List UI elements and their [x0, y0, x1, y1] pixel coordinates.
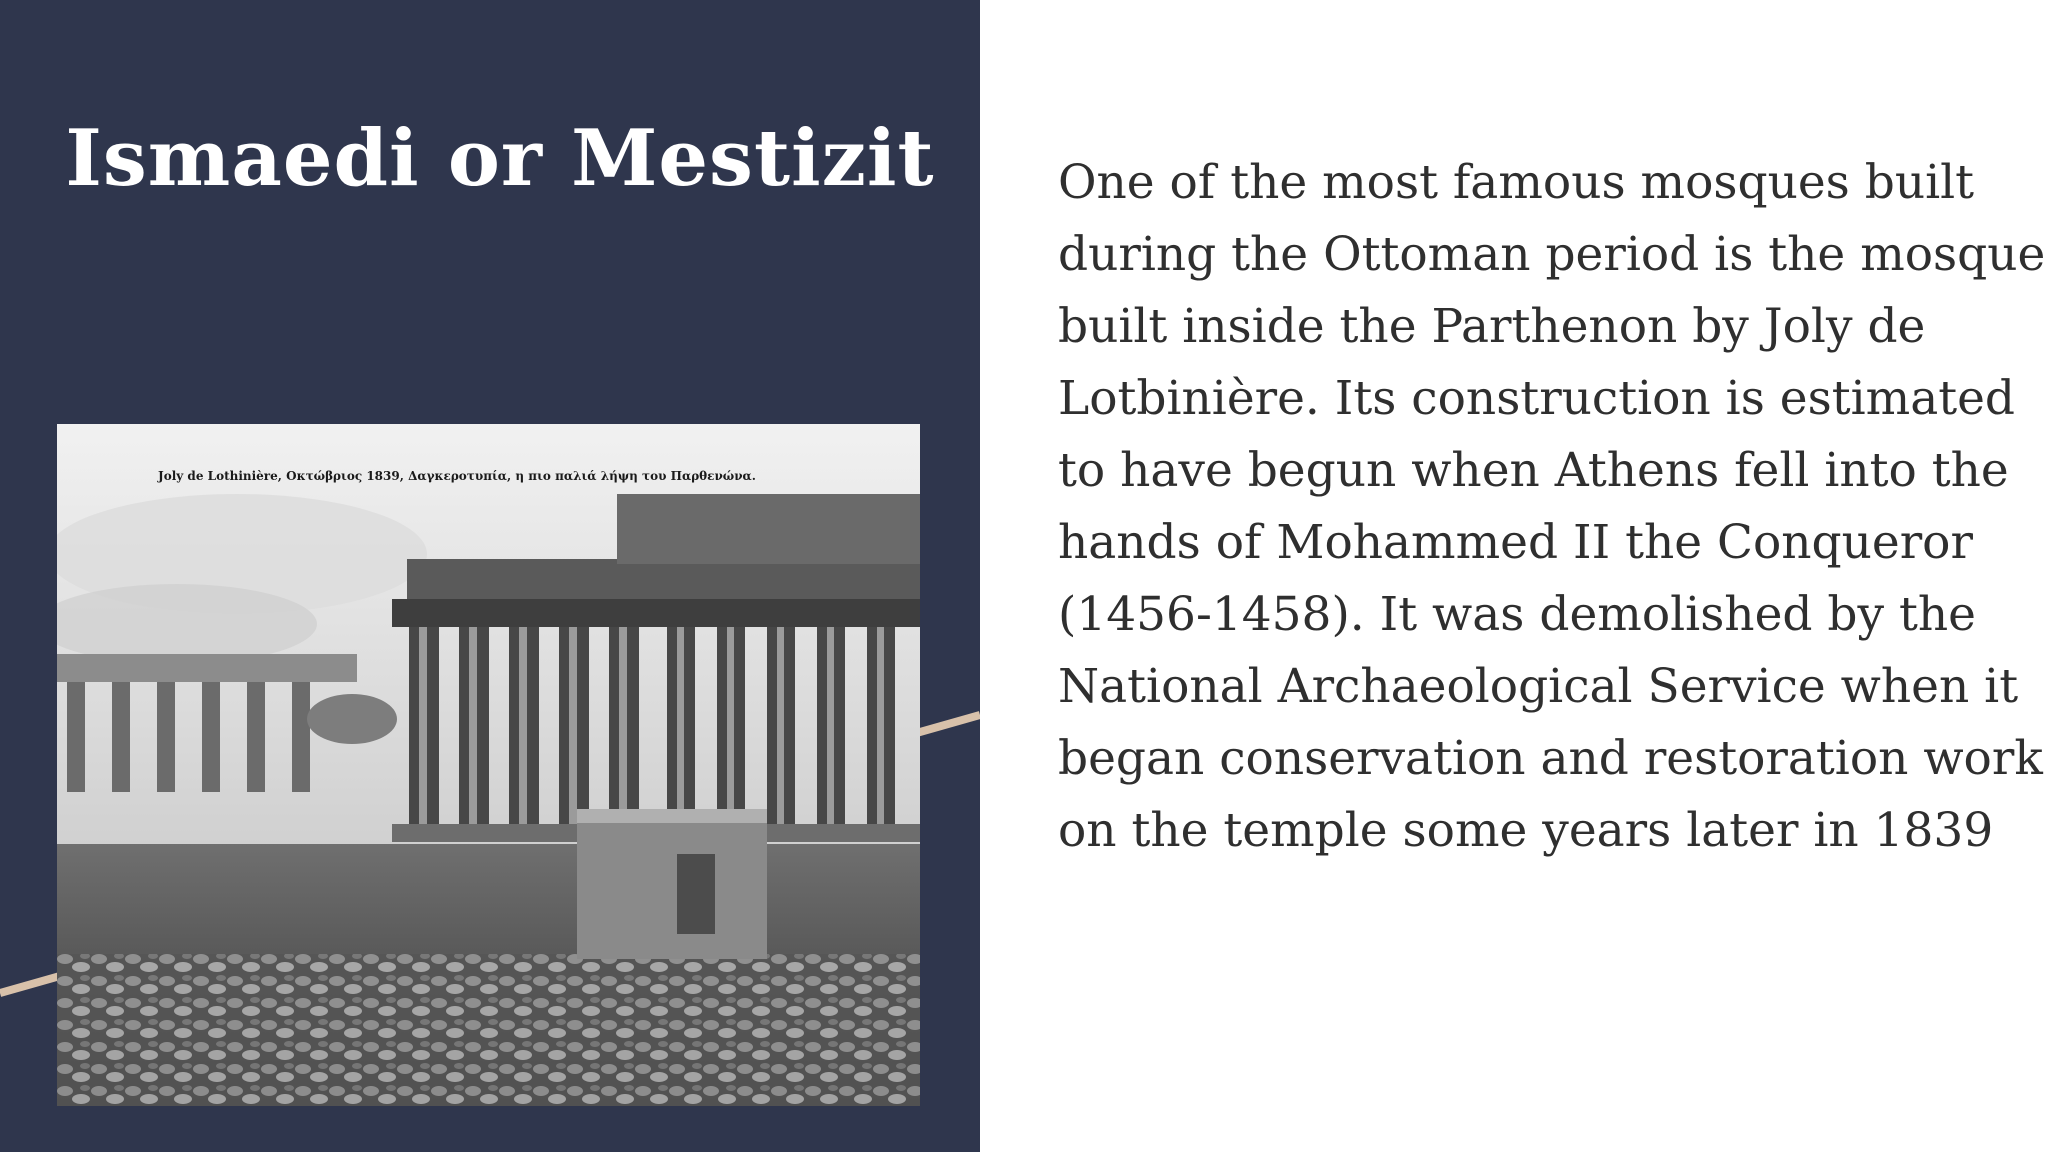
body-line: to have begun when Athens fell into the: [1058, 443, 2009, 498]
body-line: on the temple some years later in 1839: [1058, 803, 1994, 858]
body-line: (1456-1458). It was demolished by the: [1058, 587, 1976, 642]
photo-caption: Joly de Lothinière, Οκτώβριος 1839, Δαγκεροτυπία, η πιο παλιά λήψη του Παρθενώνα.: [158, 469, 756, 483]
body-text: [1058, 147, 2046, 867]
body-line: hands of Mohammed II the Conqueror: [1058, 515, 1973, 570]
body-line: built inside the Parthenon by Joly de: [1058, 299, 1926, 354]
body-line: Lotbinière. Its construction is estimated: [1058, 371, 2016, 426]
body-line: began conservation and restoration work: [1058, 731, 2043, 786]
body-line: One of the most famous mosques built: [1058, 155, 1975, 210]
parthenon-photo: [57, 424, 920, 1106]
slide-title: Ismaedi or Mestizit: [65, 113, 935, 204]
body-line: National Archaeological Service when it: [1058, 659, 2019, 714]
body-line: during the Ottoman period is the mosque: [1058, 227, 2046, 282]
